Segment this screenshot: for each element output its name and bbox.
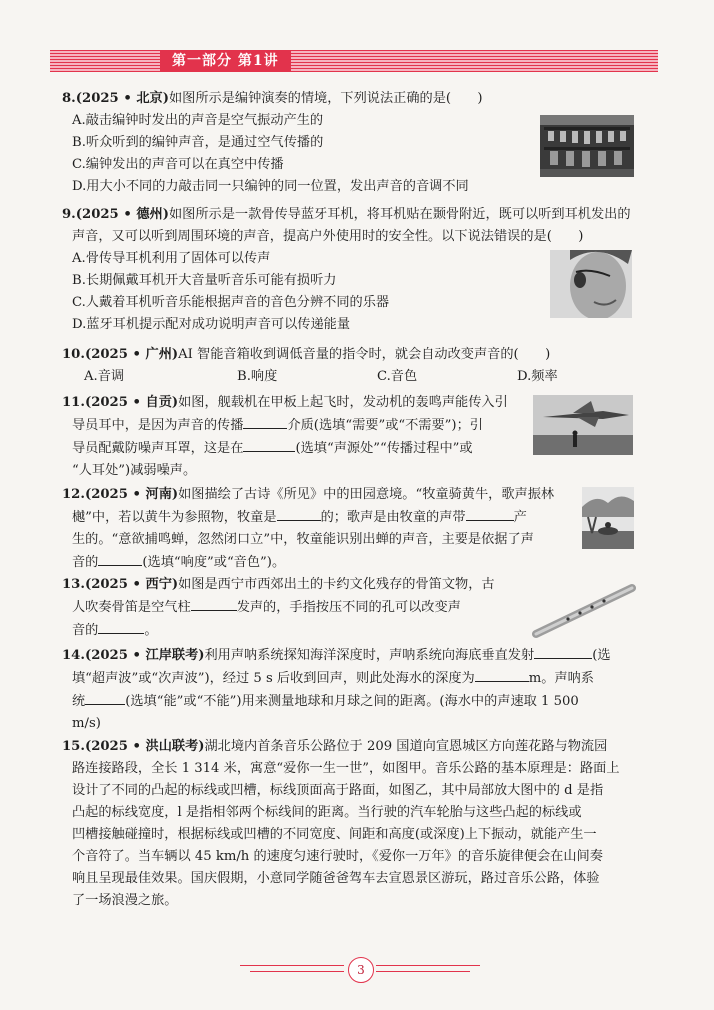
q14-blank2[interactable]: [475, 667, 529, 682]
page-footer: [240, 955, 480, 983]
question-12: [62, 484, 582, 574]
q8-number: 8.: [62, 91, 76, 106]
q15-line8: 了一场浪漫之旅。: [72, 893, 178, 908]
q13-line2b: 发声的，手指按压不同的孔可以改变声: [236, 600, 461, 615]
q13-source: (2025 • 西宁): [84, 577, 179, 592]
question-9: [62, 204, 632, 336]
q13-number: 13.: [62, 577, 85, 592]
q10-option-d: D.频率: [517, 369, 558, 384]
q10-source: (2025 • 广州): [84, 347, 179, 362]
q10-option-c: C.音色: [377, 369, 418, 384]
q14-blank1[interactable]: [534, 644, 592, 659]
q11-line3a: 导员配戴防噪声耳罩，这是在: [72, 441, 244, 456]
q9-option-b: B.长期佩戴耳机开大音量听音乐可能有损听力: [72, 273, 337, 288]
q9-option-a: A.骨传导耳机利用了固体可以传声: [72, 251, 271, 266]
q12-line4b: (选填“响度”或“音色”)。: [142, 555, 286, 570]
q15-line4: 凸起的标线宽度，l 是指相邻两个标线间的距离。当行驶的汽车轮胎与这些凸起的标线或: [72, 805, 582, 820]
q12-line2c: 产: [513, 510, 527, 525]
question-10: [62, 344, 632, 388]
q15-line5: 凹槽接触碰撞时，根据标线或凹槽的不同宽度、间距和高度(或深度)上下振动，就能产生一: [72, 827, 597, 842]
q13-line2a: 人吹奏骨笛是空气柱: [72, 600, 191, 615]
jet-photo: [533, 395, 633, 455]
q14-line1a: 利用声呐系统探知海洋深度时，声呐系统向海底垂直发射: [204, 648, 535, 663]
q12-line3: 生的。“意欲捕鸣蝉，忽然闭口立”中，牧童能识别出蝉的声音，主要是依据了声: [72, 532, 534, 547]
q11-line2b: 介质(选填“需要”或“不需要”)；引: [287, 418, 483, 433]
q14-source: (2025 • 江岸联考): [84, 648, 205, 663]
q13-line1: 如图是西宁市西郊出土的卡约文化残存的骨笛文物，古: [178, 577, 495, 592]
q15-line3: 设计了不同的凸起的标线或凹槽，标线顶面高于路面，如图乙，其中局部放大图中的 d 是指: [72, 783, 604, 798]
section-header: [50, 50, 658, 72]
q12-line2a: 樾”中，若以黄牛为参照物，牧童是: [72, 510, 277, 525]
question-11: [62, 392, 532, 482]
q9-number: 9.: [62, 207, 76, 222]
q15-line2: 路连接路段，全长 1 314 米，寓意“爱你一生一世”，如图甲。音乐公路的基本原理是：路面上: [72, 761, 620, 776]
q9-source: (2025 • 德州): [75, 207, 169, 222]
q15-line6: 个音符了。当车辆以 45 km/h 的速度匀速行驶时，《爱你一万年》的音乐旋律便会在山间奏: [72, 849, 603, 864]
q14-line3b: (选填“能”或“不能”)用来测量地球和月球之间的距离。(海水中的声速取 1 500: [125, 694, 579, 709]
q9-stem-line2: 声音，又可以听到周围环境的声音，提高户外使用时的安全性。以下说法错误的是( ): [72, 229, 584, 244]
q9-option-c: C.人戴着耳机听音乐能根据声音的音色分辨不同的乐器: [72, 295, 390, 310]
q15-number: 15.: [62, 739, 85, 754]
q9-stem-line1: 如图所示是一款骨传导蓝牙耳机，将耳机贴在颞骨附近，既可以听到耳机发出的: [168, 207, 631, 222]
q8-stem: 如图所示是编钟演奏的情境，下列说法正确的是( ): [168, 91, 483, 106]
q14-line3a: 统: [72, 694, 86, 709]
q15-source: (2025 • 洪山联考): [84, 739, 205, 754]
q13-line3b: 。: [144, 623, 158, 638]
bone-flute-photo: [528, 578, 640, 640]
q11-source: (2025 • 自贡): [84, 395, 179, 410]
headphone-photo: [550, 250, 632, 318]
q11-blank2[interactable]: [243, 437, 295, 452]
q11-number: 11.: [62, 395, 85, 410]
section-title: 第一部分 第1讲: [160, 50, 291, 72]
herdboy-painting: [582, 487, 634, 549]
q14-blank3[interactable]: [85, 690, 125, 705]
q14-line1b: (选: [592, 648, 611, 663]
q12-blank3[interactable]: [98, 551, 142, 566]
question-13: [62, 574, 532, 642]
q11-blank1[interactable]: [243, 414, 287, 429]
q13-blank2[interactable]: [98, 619, 144, 634]
q12-blank1[interactable]: [277, 506, 321, 521]
q15-line7: 响且呈现最佳效果。国庆假期，小意同学随爸爸驾车去宣恩景区游玩，路过音乐公路，体验: [72, 871, 600, 886]
q14-line2b: m。声呐系: [528, 671, 594, 686]
q11-line3b: (选填“声源处”“传播过程中”或: [295, 441, 473, 456]
q15-line1: 湖北境内首条音乐公路位于 209 国道向宣恩城区方向莲花路与物流园: [204, 739, 608, 754]
q14-number: 14.: [62, 648, 85, 663]
question-15: [62, 736, 632, 912]
q12-line2b: 的；歌声是由牧童的声带: [320, 510, 466, 525]
q8-source: (2025 • 北京): [75, 91, 169, 106]
q13-line3a: 音的: [72, 623, 99, 638]
q14-line4: m/s): [72, 716, 101, 731]
q12-source: (2025 • 河南): [84, 487, 179, 502]
q11-line1: 如图，舰载机在甲板上起飞时，发动机的轰鸣声能传入引: [178, 395, 508, 410]
q11-line4: “人耳处”)减弱噪声。: [72, 463, 197, 478]
q13-blank1[interactable]: [191, 596, 237, 611]
page-number: 3: [348, 957, 374, 983]
q8-option-d: D.用大小不同的力敲击同一只编钟的同一位置，发出声音的音调不同: [72, 179, 469, 194]
q10-option-b: B.响度: [237, 369, 278, 384]
q11-line2a: 导员耳中，是因为声音的传播: [72, 418, 244, 433]
q8-option-a: A.敲击编钟时发出的声音是空气振动产生的: [72, 113, 324, 128]
q12-blank2[interactable]: [466, 506, 514, 521]
q8-option-b: B.听众听到的编钟声音，是通过空气传播的: [72, 135, 324, 150]
q10-stem: AI 智能音箱收到调低音量的指令时，就会自动改变声音的( ): [178, 347, 551, 362]
q10-option-a: A.音调: [84, 369, 125, 384]
q10-number: 10.: [62, 347, 85, 362]
q12-line1: 如图描绘了古诗《所见》中的田园意境。“牧童骑黄牛，歌声振林: [178, 487, 555, 502]
question-14: [62, 644, 632, 735]
q9-option-d: D.蓝牙耳机提示配对成功说明声音可以传递能量: [72, 317, 351, 332]
q8-option-c: C.编钟发出的声音可以在真空中传播: [72, 157, 284, 172]
q12-line4a: 音的: [72, 555, 99, 570]
q12-number: 12.: [62, 487, 85, 502]
q14-line2a: 填“超声波”或“次声波”)，经过 5 s 后收到回声，则此处海水的深度为: [72, 671, 475, 686]
bianzhong-photo: [540, 115, 634, 177]
